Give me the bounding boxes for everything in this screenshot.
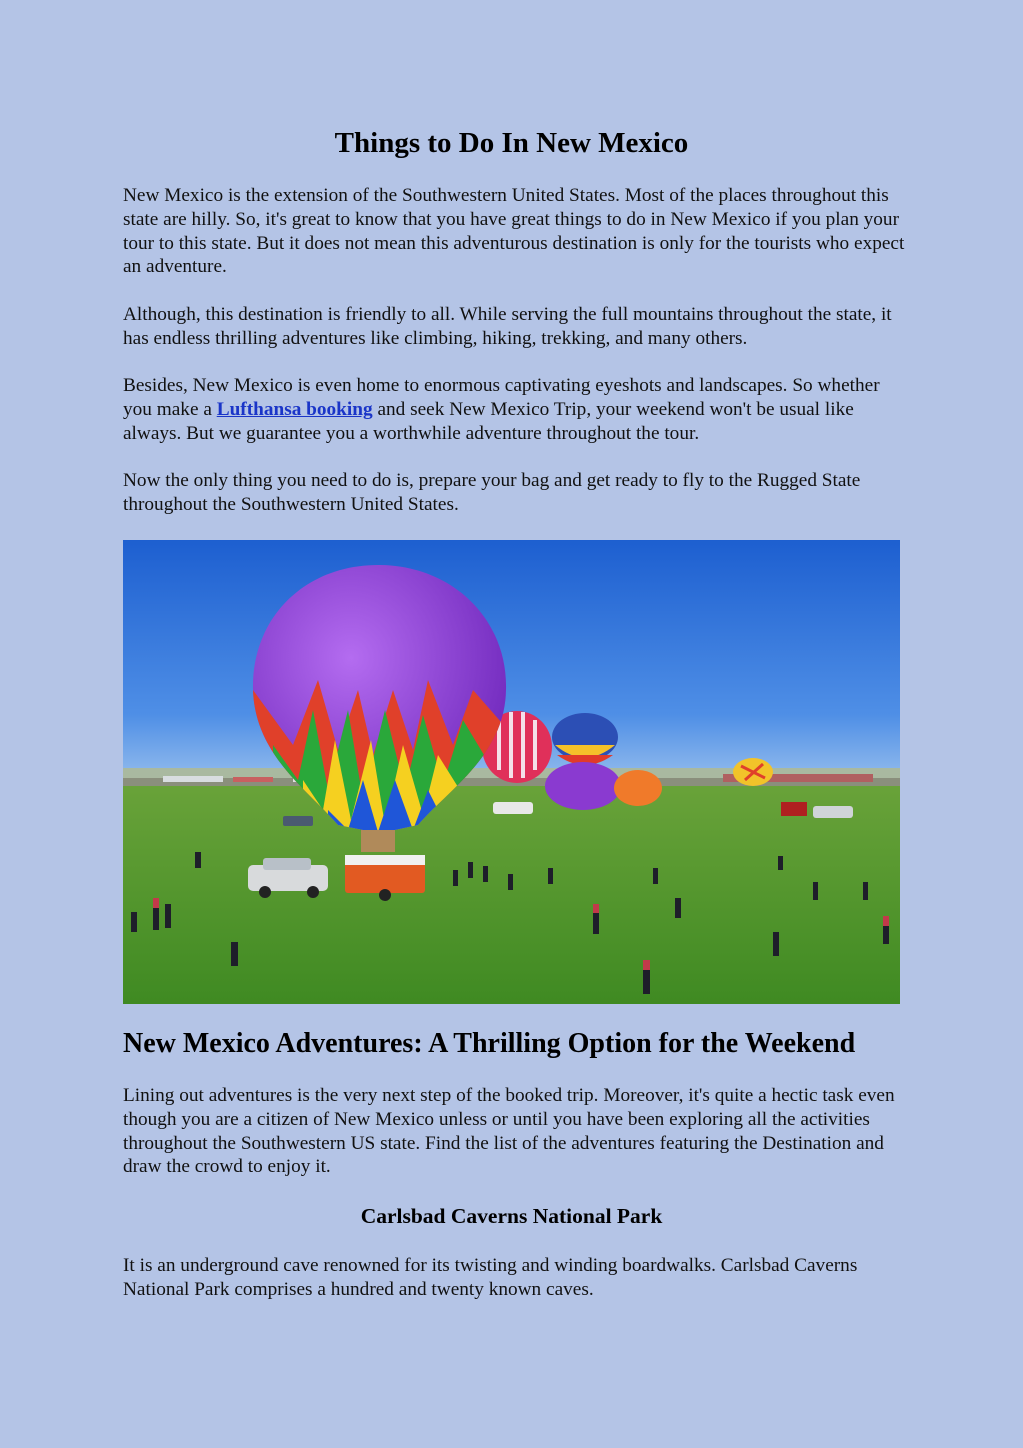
subsection-paragraph: It is an underground cave renowned for its twisting and winding boardwalks. Carlsbad Caverns National Park comprises a hundred and twenty known caves.	[123, 1255, 858, 1300]
section-paragraph: Lining out adventures is the very next step of the booked trip. Moreover, it's quite a hectic task even though you are a citizen of New Mexico unless or until you have been exploring all the activities throughout the Southwestern US state. Find the list of the adventures featuring the Destination and draw the crowd to enjoy it.	[123, 1085, 895, 1178]
subsection-heading: Carlsbad Caverns National Park	[360, 1204, 663, 1228]
intro-paragraph-1: New Mexico is the extension of the Southwestern United States. Most of the places throughout this state are hilly. So, it's great to know that you have great things to do in New Mexico if you plan your tour to this state. But it does not mean this adventurous destination is only for the tourists who expect an adventure.	[123, 185, 905, 278]
hot-air-balloons-photo	[123, 540, 900, 1004]
lufthansa-booking-link[interactable]: Lufthansa booking	[216, 398, 373, 420]
intro-paragraph-3	[123, 374, 908, 445]
intro-paragraph-3-start: Besides, New Mexico is even home to enormous captivating eyeshots and landscapes. So whether you make a	[123, 375, 880, 420]
intro-paragraph-2: Although, this destination is friendly to all. While serving the full mountains throughout the state, it has endless thrilling adventures like climbing, hiking, trekking, and many others.	[123, 304, 892, 349]
intro-paragraph-3-end: and seek New Mexico Trip, your weekend won't be usual like always. But we guarantee you a worthwhile adventure throughout the tour.	[123, 398, 854, 444]
intro-paragraph-4: Now the only thing you need to do is, prepare your bag and get ready to fly to the Rugged State throughout the Southwestern United States.	[123, 470, 861, 515]
page-title: Things to Do In New Mexico	[334, 127, 689, 159]
section-heading: New Mexico Adventures: A Thrilling Option for the Weekend	[123, 1028, 856, 1059]
